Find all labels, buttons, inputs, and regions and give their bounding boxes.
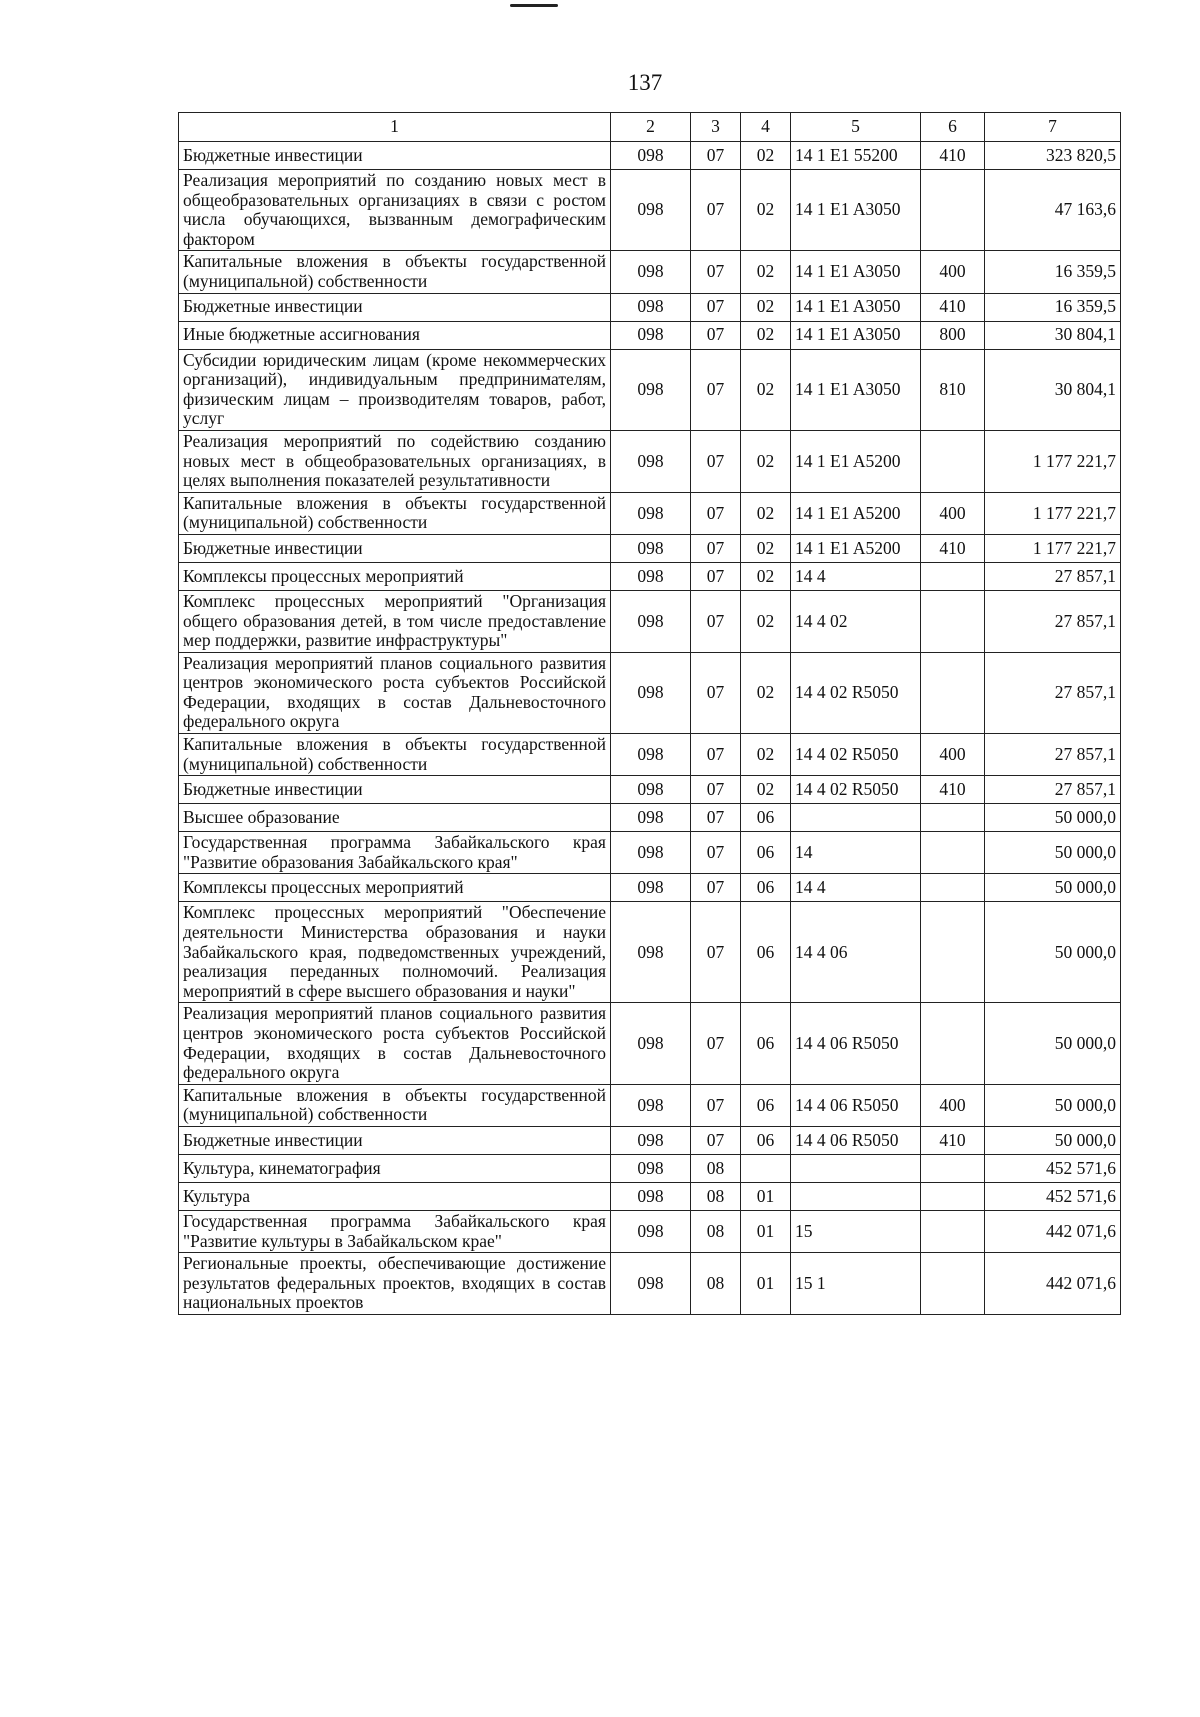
subsection-code-cell: 02 — [741, 430, 791, 492]
target-article-cell: 15 1 — [791, 1253, 921, 1315]
page-number: 137 — [627, 70, 663, 95]
amount-cell: 27 857,1 — [985, 652, 1121, 733]
table-row — [179, 902, 1121, 1003]
table-row — [179, 492, 1121, 534]
section-code-cell: 07 — [691, 1003, 741, 1084]
table-row — [179, 1253, 1121, 1315]
subsection-code-cell — [741, 1154, 791, 1182]
department-code-cell: 098 — [611, 734, 691, 776]
section-code-cell: 08 — [691, 1253, 741, 1315]
table-row — [179, 734, 1121, 776]
department-code-cell: 098 — [611, 142, 691, 170]
table-row — [179, 142, 1121, 170]
expense-name-cell: Бюджетные инвестиции — [179, 1126, 611, 1154]
department-code-cell: 098 — [611, 492, 691, 534]
table-row — [179, 832, 1121, 874]
table-row — [179, 874, 1121, 902]
expense-name-cell: Бюджетные инвестиции — [179, 776, 611, 804]
expense-type-cell: 410 — [921, 1126, 985, 1154]
section-code-cell: 07 — [691, 562, 741, 590]
expense-name-cell: Реализация мероприятий по созданию новых мест в общеобразовательных организациях в связи с ростом числа обучающихся, вызванным демографическим фактором — [179, 170, 611, 251]
table-row — [179, 534, 1121, 562]
target-article-cell: 14 4 06 R5050 — [791, 1126, 921, 1154]
expense-name-cell: Бюджетные инвестиции — [179, 293, 611, 321]
expense-name-cell: Высшее образование — [179, 804, 611, 832]
section-code-cell: 07 — [691, 349, 741, 430]
subsection-code-cell: 06 — [741, 1126, 791, 1154]
department-code-cell: 098 — [611, 321, 691, 349]
department-code-cell: 098 — [611, 902, 691, 1003]
subsection-code-cell: 02 — [741, 652, 791, 733]
table-row — [179, 1182, 1121, 1210]
target-article-cell: 14 4 02 R5050 — [791, 652, 921, 733]
expense-type-cell: 410 — [921, 776, 985, 804]
column-number-header: 6 — [921, 113, 985, 142]
expense-type-cell — [921, 430, 985, 492]
target-article-cell: 15 — [791, 1210, 921, 1252]
department-code-cell: 098 — [611, 1084, 691, 1126]
section-code-cell: 07 — [691, 142, 741, 170]
subsection-code-cell: 02 — [741, 321, 791, 349]
subsection-code-cell: 02 — [741, 251, 791, 293]
amount-cell: 27 857,1 — [985, 776, 1121, 804]
section-code-cell: 07 — [691, 321, 741, 349]
expense-type-cell: 400 — [921, 1084, 985, 1126]
department-code-cell: 098 — [611, 430, 691, 492]
expense-name-cell: Реализация мероприятий планов социального развития центров экономического роста субъектов Российской Федерации, входящих в состав Дальневосточного федерального округа — [179, 1003, 611, 1084]
expense-type-cell — [921, 170, 985, 251]
section-code-cell: 07 — [691, 776, 741, 804]
subsection-code-cell: 02 — [741, 776, 791, 804]
expense-type-cell — [921, 1154, 985, 1182]
subsection-code-cell: 02 — [741, 349, 791, 430]
target-article-cell: 14 1 E1 A5200 — [791, 534, 921, 562]
amount-cell: 30 804,1 — [985, 349, 1121, 430]
department-code-cell: 098 — [611, 1126, 691, 1154]
table-row — [179, 251, 1121, 293]
target-article-cell: 14 1 E1 A3050 — [791, 251, 921, 293]
department-code-cell: 098 — [611, 804, 691, 832]
expense-name-cell: Комплекс процессных мероприятий "Обеспечение деятельности Министерства образования и науки Забайкальского края, подведомственных учреждений, реализация переданных полномочий. Реализация мероприятий в сфере высшего образования и науки" — [179, 902, 611, 1003]
expense-type-cell — [921, 1210, 985, 1252]
section-code-cell: 07 — [691, 902, 741, 1003]
department-code-cell: 098 — [611, 1003, 691, 1084]
section-code-cell: 07 — [691, 1084, 741, 1126]
expense-type-cell — [921, 562, 985, 590]
target-article-cell: 14 4 — [791, 874, 921, 902]
column-number-header: 5 — [791, 113, 921, 142]
expense-type-cell: 400 — [921, 492, 985, 534]
subsection-code-cell: 02 — [741, 142, 791, 170]
subsection-code-cell: 01 — [741, 1253, 791, 1315]
amount-cell: 30 804,1 — [985, 321, 1121, 349]
target-article-cell: 14 4 02 R5050 — [791, 776, 921, 804]
amount-cell: 1 177 221,7 — [985, 534, 1121, 562]
expense-name-cell: Капитальные вложения в объекты государственной (муниципальной) собственности — [179, 492, 611, 534]
section-code-cell: 07 — [691, 874, 741, 902]
target-article-cell: 14 1 E1 A3050 — [791, 170, 921, 251]
target-article-cell: 14 4 02 R5050 — [791, 734, 921, 776]
section-code-cell: 07 — [691, 652, 741, 733]
expense-type-cell — [921, 804, 985, 832]
expense-type-cell — [921, 902, 985, 1003]
amount-cell: 50 000,0 — [985, 902, 1121, 1003]
target-article-cell: 14 4 06 R5050 — [791, 1084, 921, 1126]
subsection-code-cell: 06 — [741, 902, 791, 1003]
amount-cell: 16 359,5 — [985, 293, 1121, 321]
amount-cell: 442 071,6 — [985, 1253, 1121, 1315]
table-row — [179, 170, 1121, 251]
expense-type-cell: 400 — [921, 734, 985, 776]
expense-name-cell: Культура — [179, 1182, 611, 1210]
expense-type-cell: 800 — [921, 321, 985, 349]
target-article-cell — [791, 804, 921, 832]
subsection-code-cell: 01 — [741, 1210, 791, 1252]
target-article-cell — [791, 1154, 921, 1182]
column-number-header: 7 — [985, 113, 1121, 142]
subsection-code-cell: 06 — [741, 1003, 791, 1084]
department-code-cell: 098 — [611, 562, 691, 590]
amount-cell: 452 571,6 — [985, 1182, 1121, 1210]
department-code-cell: 098 — [611, 349, 691, 430]
amount-cell: 50 000,0 — [985, 1126, 1121, 1154]
amount-cell: 50 000,0 — [985, 804, 1121, 832]
expense-type-cell: 810 — [921, 349, 985, 430]
department-code-cell: 098 — [611, 590, 691, 652]
expense-type-cell — [921, 1253, 985, 1315]
amount-cell: 50 000,0 — [985, 1003, 1121, 1084]
expense-name-cell: Капитальные вложения в объекты государственной (муниципальной) собственности — [179, 251, 611, 293]
section-code-cell: 07 — [691, 293, 741, 321]
target-article-cell: 14 4 02 — [791, 590, 921, 652]
section-code-cell: 07 — [691, 534, 741, 562]
table-row — [179, 652, 1121, 733]
target-article-cell: 14 4 06 — [791, 902, 921, 1003]
table-row — [179, 804, 1121, 832]
expense-name-cell: Культура, кинематография — [179, 1154, 611, 1182]
target-article-cell: 14 1 E1 A3050 — [791, 321, 921, 349]
subsection-code-cell: 02 — [741, 170, 791, 251]
department-code-cell: 098 — [611, 1182, 691, 1210]
expense-name-cell: Комплексы процессных мероприятий — [179, 874, 611, 902]
subsection-code-cell: 06 — [741, 874, 791, 902]
amount-cell: 323 820,5 — [985, 142, 1121, 170]
department-code-cell: 098 — [611, 652, 691, 733]
expense-name-cell: Субсидии юридическим лицам (кроме некоммерческих организаций), индивидуальным предпринимателям, физическим лицам – производителям товаров, работ, услуг — [179, 349, 611, 430]
target-article-cell: 14 1 E1 A3050 — [791, 349, 921, 430]
target-article-cell: 14 1 E1 A5200 — [791, 430, 921, 492]
table-body — [179, 142, 1121, 1315]
section-code-cell: 08 — [691, 1154, 741, 1182]
department-code-cell: 098 — [611, 251, 691, 293]
target-article-cell: 14 1 E1 55200 — [791, 142, 921, 170]
expense-type-cell: 410 — [921, 534, 985, 562]
column-number-header: 4 — [741, 113, 791, 142]
section-code-cell: 07 — [691, 590, 741, 652]
expense-name-cell: Капитальные вложения в объекты государственной (муниципальной) собственности — [179, 1084, 611, 1126]
amount-cell: 442 071,6 — [985, 1210, 1121, 1252]
department-code-cell: 098 — [611, 874, 691, 902]
budget-table — [178, 112, 1121, 1315]
subsection-code-cell: 01 — [741, 1182, 791, 1210]
expense-name-cell: Капитальные вложения в объекты государственной (муниципальной) собственности — [179, 734, 611, 776]
expense-type-cell: 400 — [921, 251, 985, 293]
department-code-cell: 098 — [611, 776, 691, 804]
target-article-cell: 14 4 06 R5050 — [791, 1003, 921, 1084]
target-article-cell: 14 4 — [791, 562, 921, 590]
department-code-cell: 098 — [611, 534, 691, 562]
section-code-cell: 07 — [691, 804, 741, 832]
table-row — [179, 430, 1121, 492]
subsection-code-cell: 06 — [741, 832, 791, 874]
table-row — [179, 590, 1121, 652]
subsection-code-cell: 02 — [741, 734, 791, 776]
amount-cell: 16 359,5 — [985, 251, 1121, 293]
scan-mark — [510, 4, 558, 7]
section-code-cell: 07 — [691, 1126, 741, 1154]
section-code-cell: 07 — [691, 832, 741, 874]
table-row — [179, 562, 1121, 590]
department-code-cell: 098 — [611, 170, 691, 251]
department-code-cell: 098 — [611, 1154, 691, 1182]
table-row — [179, 1210, 1121, 1252]
target-article-cell — [791, 1182, 921, 1210]
expense-name-cell: Комплекс процессных мероприятий "Организация общего образования детей, в том числе предоставление мер поддержки, развитие инфраструктуры" — [179, 590, 611, 652]
amount-cell: 50 000,0 — [985, 874, 1121, 902]
table-row — [179, 1154, 1121, 1182]
subsection-code-cell: 02 — [741, 562, 791, 590]
section-code-cell: 07 — [691, 734, 741, 776]
expense-type-cell — [921, 1003, 985, 1084]
expense-type-cell — [921, 832, 985, 874]
amount-cell: 452 571,6 — [985, 1154, 1121, 1182]
table-row — [179, 1126, 1121, 1154]
amount-cell: 27 857,1 — [985, 562, 1121, 590]
amount-cell: 1 177 221,7 — [985, 492, 1121, 534]
column-number-header: 3 — [691, 113, 741, 142]
table-row — [179, 349, 1121, 430]
table-row — [179, 293, 1121, 321]
subsection-code-cell: 02 — [741, 492, 791, 534]
amount-cell: 47 163,6 — [985, 170, 1121, 251]
expense-type-cell: 410 — [921, 142, 985, 170]
expense-type-cell: 410 — [921, 293, 985, 321]
expense-type-cell — [921, 652, 985, 733]
amount-cell: 50 000,0 — [985, 1084, 1121, 1126]
column-number-header: 1 — [179, 113, 611, 142]
table-row — [179, 776, 1121, 804]
expense-name-cell: Иные бюджетные ассигнования — [179, 321, 611, 349]
subsection-code-cell: 02 — [741, 293, 791, 321]
target-article-cell: 14 1 E1 A3050 — [791, 293, 921, 321]
department-code-cell: 098 — [611, 832, 691, 874]
table-row — [179, 321, 1121, 349]
section-code-cell: 07 — [691, 492, 741, 534]
expense-name-cell: Бюджетные инвестиции — [179, 534, 611, 562]
expense-name-cell: Реализация мероприятий по содействию созданию новых мест в общеобразовательных организациях, в целях выполнения показателей результативности — [179, 430, 611, 492]
subsection-code-cell: 06 — [741, 1084, 791, 1126]
section-code-cell: 07 — [691, 170, 741, 251]
table-row — [179, 1003, 1121, 1084]
amount-cell: 1 177 221,7 — [985, 430, 1121, 492]
department-code-cell: 098 — [611, 1253, 691, 1315]
subsection-code-cell: 06 — [741, 804, 791, 832]
section-code-cell: 07 — [691, 430, 741, 492]
subsection-code-cell: 02 — [741, 534, 791, 562]
target-article-cell: 14 — [791, 832, 921, 874]
expense-type-cell — [921, 1182, 985, 1210]
expense-name-cell: Государственная программа Забайкальского края "Развитие образования Забайкальского края" — [179, 832, 611, 874]
amount-cell: 50 000,0 — [985, 832, 1121, 874]
expense-name-cell: Комплексы процессных мероприятий — [179, 562, 611, 590]
subsection-code-cell: 02 — [741, 590, 791, 652]
section-code-cell: 08 — [691, 1210, 741, 1252]
expense-name-cell: Бюджетные инвестиции — [179, 142, 611, 170]
department-code-cell: 098 — [611, 293, 691, 321]
section-code-cell: 07 — [691, 251, 741, 293]
amount-cell: 27 857,1 — [985, 734, 1121, 776]
table-row — [179, 1084, 1121, 1126]
expense-name-cell: Государственная программа Забайкальского края "Развитие культуры в Забайкальском крае" — [179, 1210, 611, 1252]
expense-type-cell — [921, 590, 985, 652]
expense-type-cell — [921, 874, 985, 902]
expense-name-cell: Региональные проекты, обеспечивающие достижение результатов федеральных проектов, входящих в состав национальных проектов — [179, 1253, 611, 1315]
column-number-header: 2 — [611, 113, 691, 142]
section-code-cell: 08 — [691, 1182, 741, 1210]
department-code-cell: 098 — [611, 1210, 691, 1252]
column-number-row — [179, 113, 1121, 142]
expense-name-cell: Реализация мероприятий планов социального развития центров экономического роста субъектов Российской Федерации, входящих в состав Дальневосточного федерального округа — [179, 652, 611, 733]
target-article-cell: 14 1 E1 A5200 — [791, 492, 921, 534]
amount-cell: 27 857,1 — [985, 590, 1121, 652]
